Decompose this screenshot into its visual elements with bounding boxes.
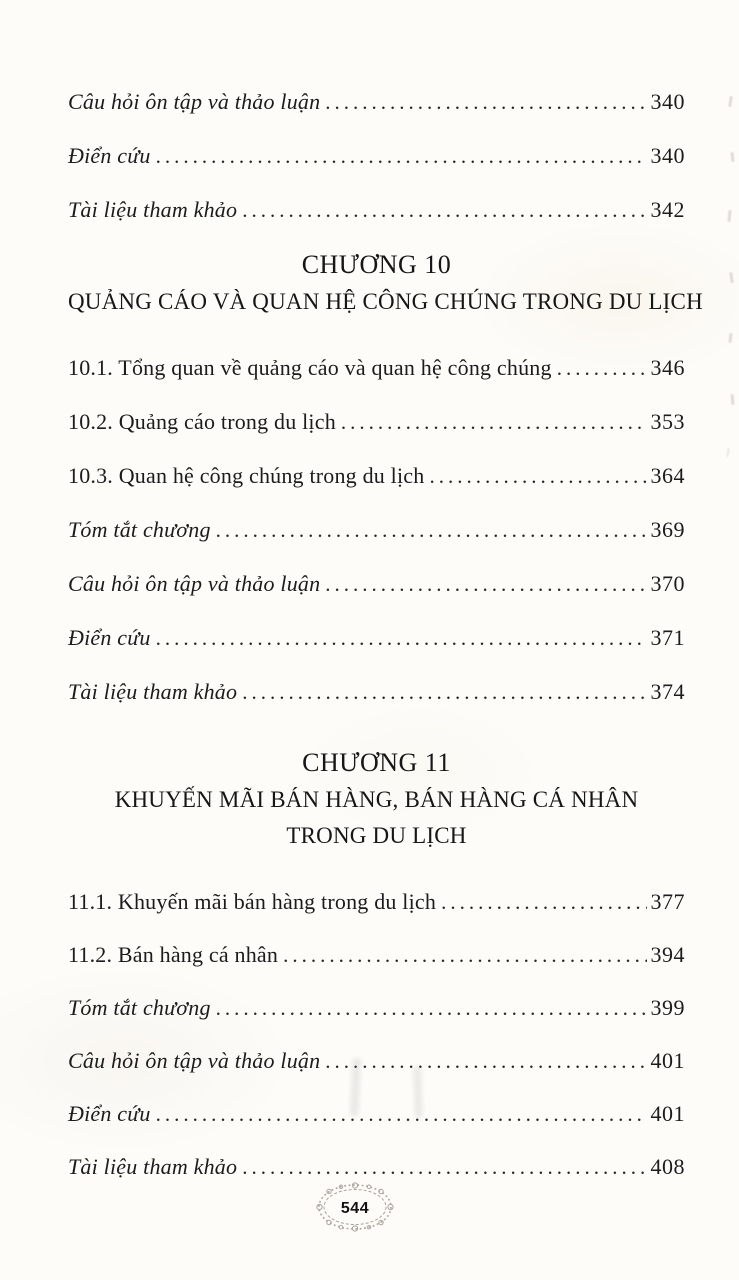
toc-entry-label: 10.1. Tổng quan về quảng cáo và quan hệ công chúng [68, 355, 552, 380]
lace-ornament-icon [316, 1182, 394, 1232]
dot-leader [242, 196, 646, 224]
toc-entry-label: 10.3. Quan hệ công chúng trong du lịch [68, 463, 425, 488]
toc-entry-page-number: 401 [650, 1048, 685, 1073]
toc-entry [68, 570, 685, 598]
spacer [68, 853, 685, 888]
toc-entry [68, 678, 685, 706]
dot-leader [429, 462, 646, 490]
toc-entry-page-number: 374 [650, 679, 685, 704]
toc-entry-label: Câu hỏi ôn tập và thảo luận [68, 89, 321, 114]
dot-leader [325, 1047, 646, 1075]
toc-entry-label: Điển cứu [68, 625, 151, 650]
toc-entry-label: Điển cứu [68, 143, 151, 168]
toc-entry [68, 994, 685, 1022]
toc-entry-label: 11.1. Khuyến mãi bán hàng trong du lịch [68, 889, 437, 914]
toc-entry-label: Câu hỏi ôn tập và thảo luận [68, 1048, 321, 1073]
spacer [68, 732, 685, 736]
toc-entry-label: Câu hỏi ôn tập và thảo luận [68, 571, 321, 596]
chapter-10-entries [68, 354, 685, 706]
toc-entry-page-number: 399 [650, 995, 685, 1020]
chapter-11-heading: CHƯƠNG 11 [302, 748, 451, 777]
toc-entry-page-number: 371 [650, 625, 685, 650]
toc-entry-page-number: 369 [650, 517, 685, 542]
page-number-badge [316, 1182, 394, 1232]
toc-entry-label: Tóm tắt chương [68, 995, 211, 1020]
toc-entry [68, 88, 685, 116]
toc-entry [68, 1153, 685, 1181]
toc-entry-label: 10.2. Quảng cáo trong du lịch [68, 409, 336, 434]
chapter-11-title-line1: KHUYẾN MÃI BÁN HÀNG, BÁN HÀNG CÁ NHÂN [114, 787, 639, 812]
page-number: 544 [340, 1200, 370, 1217]
toc-entry-page-number: 394 [650, 942, 685, 967]
dot-leader [325, 570, 646, 598]
toc-entry-page-number: 346 [650, 355, 685, 380]
toc-entry-label: Điển cứu [68, 1101, 151, 1126]
toc-entry [68, 941, 685, 969]
toc-entry [68, 196, 685, 224]
dot-leader [441, 888, 646, 916]
toc-entry-page-number: 342 [650, 197, 685, 222]
dot-leader [242, 1153, 646, 1181]
toc-entry [68, 1047, 685, 1075]
dot-leader [216, 516, 647, 544]
dot-leader [325, 88, 646, 116]
toc-entry [68, 354, 685, 382]
toc-entry-label: Tài liệu tham khảo [68, 197, 238, 222]
dot-leader [216, 994, 647, 1022]
toc-entry [68, 408, 685, 436]
toc-entry-label: Tài liệu tham khảo [68, 1154, 238, 1179]
dot-leader [156, 142, 647, 170]
toc-entry [68, 624, 685, 652]
dot-leader [283, 941, 646, 969]
dot-leader [156, 1100, 647, 1128]
chapter-11-title-line2: TRONG DU LỊCH [286, 823, 467, 848]
dot-leader [242, 678, 646, 706]
toc-entry-page-number: 364 [650, 463, 685, 488]
toc-entry-page-number: 340 [650, 89, 685, 114]
toc-entry-page-number: 353 [650, 409, 685, 434]
toc-entry-label: Tóm tắt chương [68, 517, 211, 542]
toc-leading-entries [68, 88, 685, 224]
toc-entry-page-number: 370 [650, 571, 685, 596]
toc-entry-page-number: 401 [650, 1101, 685, 1126]
toc-entry [68, 462, 685, 490]
toc-entry-page-number: 408 [650, 1154, 685, 1179]
spacer [68, 319, 685, 354]
toc-entry-page-number: 340 [650, 143, 685, 168]
chapter-10-heading: CHƯƠNG 10 [301, 250, 452, 279]
dot-leader [557, 354, 647, 382]
toc-entry [68, 1100, 685, 1128]
toc-entry-page-number: 377 [650, 889, 685, 914]
chapter-11-entries [68, 888, 685, 1181]
chapter-10-title: QUẢNG CÁO VÀ QUAN HỆ CÔNG CHÚNG TRONG DU LỊCH [68, 289, 703, 314]
dot-leader [156, 624, 647, 652]
toc-entry-label: 11.2. Bán hàng cá nhân [68, 942, 279, 967]
toc-entry [68, 142, 685, 170]
dot-leader [341, 408, 647, 436]
toc-entry-label: Tài liệu tham khảo [68, 679, 238, 704]
toc-entry [68, 516, 685, 544]
toc-entry [68, 888, 685, 916]
